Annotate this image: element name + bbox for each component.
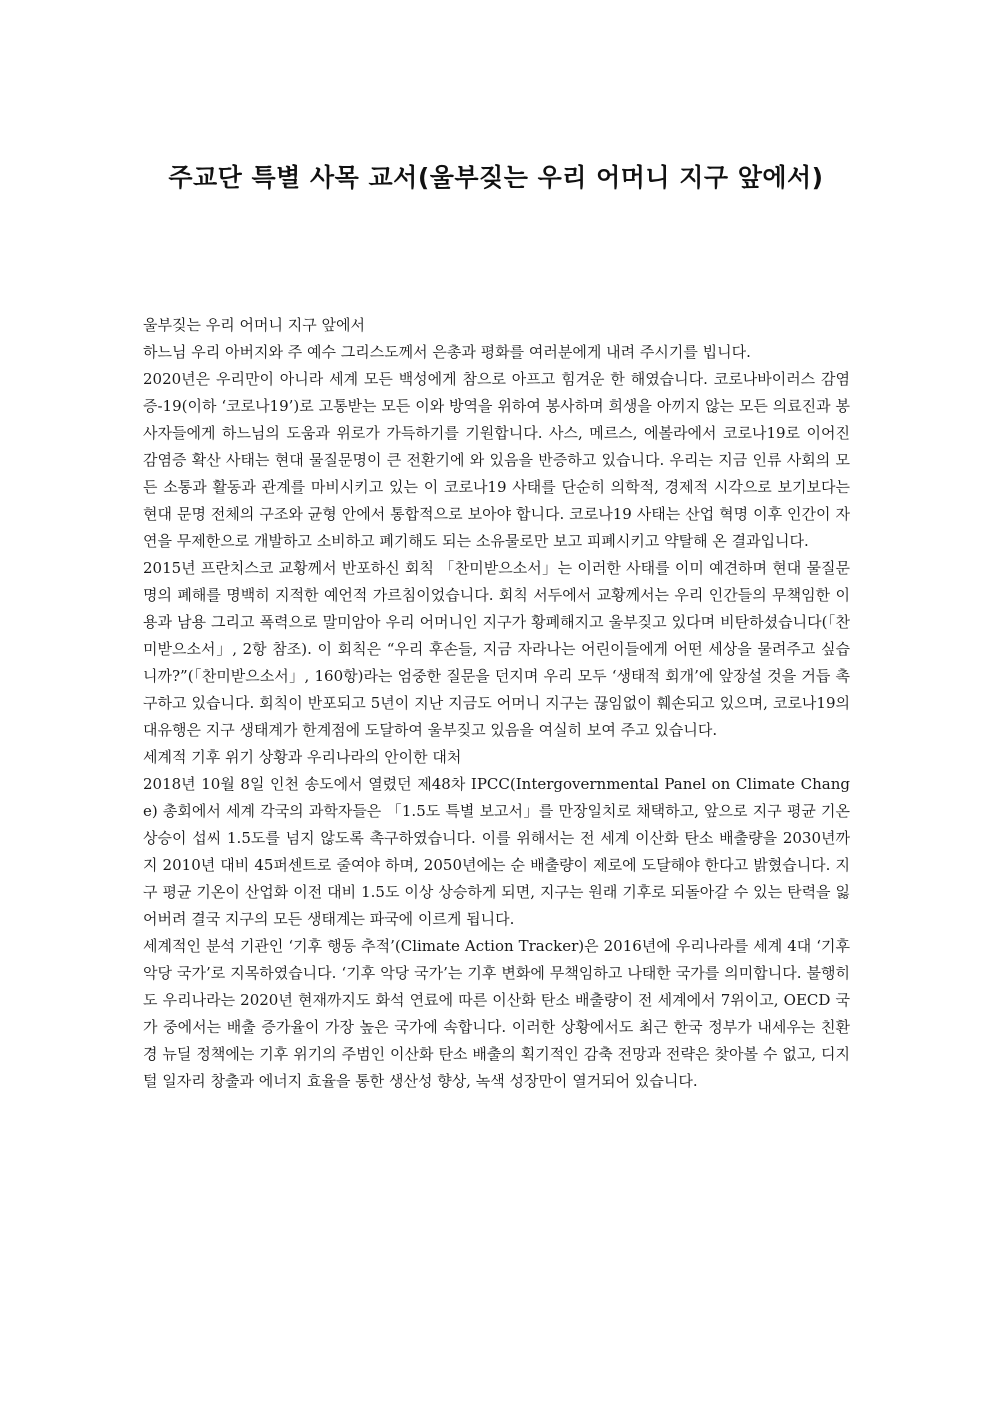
- section-heading: 세계적 기후 위기 상황과 우리나라의 안이한 대처: [143, 748, 462, 766]
- document-body: [143, 312, 850, 1095]
- section-heading: 울부짖는 우리 어머니 지구 앞에서: [143, 316, 365, 334]
- body-paragraph: 2020년은 우리만이 아니라 세계 모든 백성에게 참으로 아프고 힘겨운 한 해였습니다. 코로나바이러스 감염증-19(이하 ‘코로나19’)로 고통받는 모든 이와 방역을 위하여 봉사하며 희생을 아끼지 않는 모든 의료진과 봉사자들에게 하느님의 도움과 위로가 가득하기를 기원합니다. 사스, 메르스, 에볼라에서 코로나19로 이어진 감염증 확산 사태는 현대 물질문명이 큰 전환기에 와 있음을 반증하고 있습니다. 우리는 지금 인류 사회의 모든 소통과 활동과 관계를 마비시키고 있는 이 코로나19 사태를 단순히 의학적, 경제적 시각으로 보기보다는 현대 문명 전체의 구조와 균형 안에서 통합적으로 보아야 합니다. 코로나19 사태는 산업 혁명 이후 인간이 자연을 무제한으로 개발하고 소비하고 폐기해도 되는 소유물로만 보고 피폐시키고 약탈해 온 결과입니다.: [143, 370, 850, 550]
- document-title: 주교단 특별 사목 교서(울부짖는 우리 어머니 지구 앞에서): [168, 163, 824, 192]
- body-paragraph: 2018년 10월 8일 인천 송도에서 열렸던 제48차 IPCC(Intergovernmental Panel on Climate Change) 총회에서 세계 각국의 과학자들은 「1.5도 특별 보고서」를 만장일치로 채택하고, 앞으로 지구 평균 기온 상승이 섭씨 1.5도를 넘지 않도록 촉구하였습니다. 이를 위해서는 전 세계 이산화 탄소 배출량을 2030년까지 2010년 대비 45퍼센트로 줄여야 하며, 2050년에는 순 배출량이 제로에 도달해야 한다고 밝혔습니다. 지구 평균 기온이 산업화 이전 대비 1.5도 이상 상승하게 되면, 지구는 원래 기후로 되돌아갈 수 있는 탄력을 잃어버려 결국 지구의 모든 생태계는 파국에 이르게 됩니다.: [143, 775, 850, 928]
- body-paragraph: 세계적인 분석 기관인 ‘기후 행동 추적’(Climate Action Tracker)은 2016년에 우리나라를 세계 4대 ‘기후 악당 국가’로 지목하였습니다. ‘기후 악당 국가’는 기후 변화에 무책임하고 나태한 국가를 의미합니다. 불행히도 우리나라는 2020년 현재까지도 화석 연료에 따른 이산화 탄소 배출량이 전 세계에서 7위이고, OECD 국가 중에서는 배출 증가율이 가장 높은 국가에 속합니다. 이러한 상황에서도 최근 한국 정부가 내세우는 친환경 뉴딜 정책에는 기후 위기의 주범인 이산화 탄소 배출의 획기적인 감축 전망과 전략은 찾아볼 수 없고, 디지털 일자리 창출과 에너지 효율을 통한 생산성 향상, 녹색 성장만이 열거되어 있습니다.: [143, 937, 850, 1090]
- greeting-paragraph: 하느님 우리 아버지와 주 예수 그리스도께서 은총과 평화를 여러분에게 내려 주시기를 빕니다.: [143, 343, 751, 361]
- body-paragraph: 2015년 프란치스코 교황께서 반포하신 회칙 「찬미받으소서」는 이러한 사태를 이미 예견하며 현대 물질문명의 폐해를 명백히 지적한 예언적 가르침이었습니다. 회칙 서두에서 교황께서는 우리 인간들의 무책임한 이용과 남용 그리고 폭력으로 말미암아 우리 어머니인 지구가 황폐해지고 울부짖고 있다며 비탄하셨습니다(「찬미받으소서」, 2항 참조). 이 회칙은 “우리 후손들, 지금 자라나는 어린이들에게 어떤 세상을 물려주고 싶습니까?”(「찬미받으소서」, 160항)라는 엄중한 질문을 던지며 우리 모두 ‘생태적 회개’에 앞장설 것을 거듭 촉구하고 있습니다. 회칙이 반포되고 5년이 지난 지금도 어머니 지구는 끊임없이 훼손되고 있으며, 코로나19의 대유행은 지구 생태계가 한계점에 도달하여 울부짖고 있음을 여실히 보여 주고 있습니다.: [143, 559, 850, 739]
